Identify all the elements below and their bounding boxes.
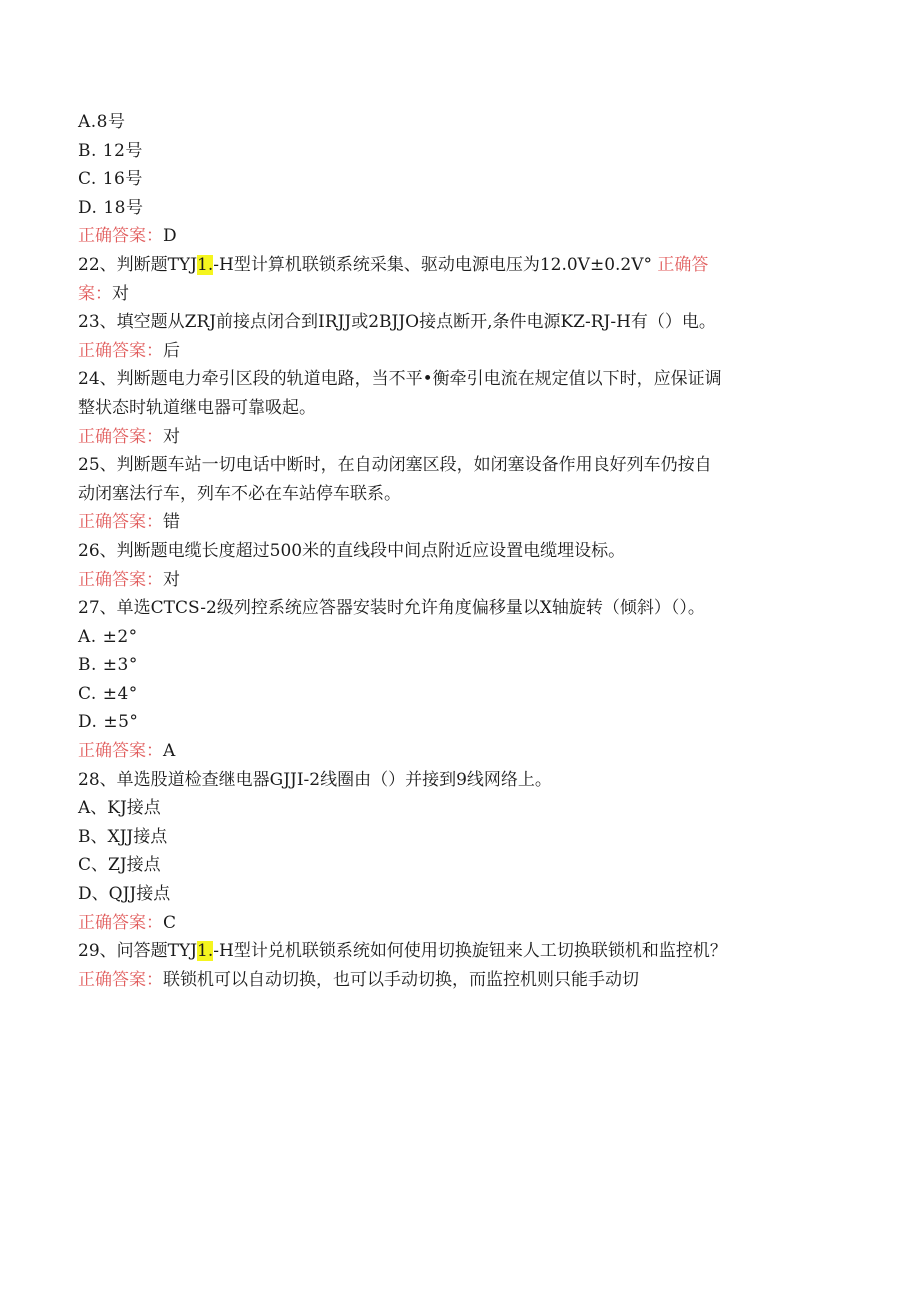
answer-label: 正确答案： [78, 226, 163, 247]
q28-answer: C [163, 912, 177, 933]
q24-question-line-2: 整状态时轨道继电器可靠吸起。 [78, 397, 316, 418]
q21-option-a: A.8号 [78, 112, 126, 132]
answer-label: 正确答案： [78, 426, 163, 447]
q23-answer-line [78, 337, 838, 366]
q29-answer-line [78, 966, 838, 995]
q22-answer-label-a: 正确答 [657, 254, 709, 275]
q25-answer: 错 [163, 512, 180, 533]
q27-answer: A [163, 741, 176, 762]
q29-text-post: -H型计兑机联锁系统如何使用切换旋钮来人工切换联锁机和监控机？ [213, 941, 727, 962]
answer-label: 正确答案： [78, 512, 163, 533]
q26-question: 26、判断题电缆长度超过500米的直线段中间点附近应设置电缆埋设标。 [78, 540, 626, 561]
q25-question-line-2: 动闭塞法行车，列车不必在车站停车联系。 [78, 483, 401, 504]
answer-label: 正确答案： [78, 912, 163, 933]
q22-text-post: -H型计算机联锁系统采集、驱动电源电压为12.0V±0.2V° [213, 254, 658, 275]
q22-answer: 对 [112, 283, 129, 304]
q29-text-pre: 29、问答题TYJ [78, 941, 198, 962]
q22-answer-label-b: 案： [78, 283, 112, 304]
q25-question-line-1: 25、判断题车站一切电话中断时，在自动闭塞区段，如闭塞设备作用良好列车仍按自 [78, 455, 712, 476]
q22-question [78, 251, 838, 280]
q21-option-b: B. 12号 [78, 140, 143, 161]
q21-answer: D [163, 226, 177, 247]
q27-answer-line [78, 737, 838, 766]
q29-answer: 联锁机可以自动切换，也可以手动切换，而监控机则只能手动切 [163, 969, 639, 990]
q22-highlight: 1. [197, 254, 214, 275]
q29-question [78, 937, 838, 966]
q27-question: 27、单选CTCS-2级列控系统应答器安装时允许角度偏移量以X轴旋转（倾斜）（）。 [78, 598, 705, 619]
q24-question-line-1: 24、判断题电力牵引区段的轨道电路，当不平•衡牵引电流在规定值以下时，应保证调 [78, 369, 722, 390]
q21-answer-line [78, 222, 838, 251]
q27-option-d: D. ±5° [78, 712, 139, 733]
q27-option-b: B. ±3° [78, 655, 138, 676]
answer-label: 正确答案： [78, 969, 163, 990]
q29-highlight: 1. [197, 941, 214, 962]
q24-answer-line [78, 423, 838, 452]
q28-option-c: C、ZJ接点 [78, 855, 161, 876]
q26-answer: 对 [163, 569, 180, 590]
q21-option-d: D. 18号 [78, 197, 144, 218]
q26-answer-line [78, 566, 838, 595]
q24-answer: 对 [163, 426, 180, 447]
q23-answer: 后 [163, 340, 180, 361]
q28-question: 28、单选股道检查继电器GJJI-2线圈由（）并接到9线网络上。 [78, 769, 552, 790]
document-page [78, 108, 838, 994]
q23-question: 23、填空题从ZRJ前接点闭合到IRJJ或2BJJO接点断开,条件电源KZ-RJ-H有（）电。 [78, 312, 716, 333]
q28-option-a: A、KJ接点 [78, 798, 161, 819]
q21-option-c: C. 16号 [78, 169, 143, 190]
answer-label: 正确答案： [78, 741, 163, 762]
q27-option-a: A. ±2° [78, 626, 138, 647]
answer-label: 正确答案： [78, 340, 163, 361]
q22-answer-line [78, 280, 838, 309]
q28-option-b: B、XJJ接点 [78, 826, 168, 847]
q27-option-c: C. ±4° [78, 683, 138, 704]
q22-text-pre: 22、判断题TYJ [78, 254, 198, 275]
answer-label: 正确答案： [78, 569, 163, 590]
q28-option-d: D、QJJ接点 [78, 884, 171, 905]
q25-answer-line [78, 508, 838, 537]
q28-answer-line [78, 909, 838, 938]
